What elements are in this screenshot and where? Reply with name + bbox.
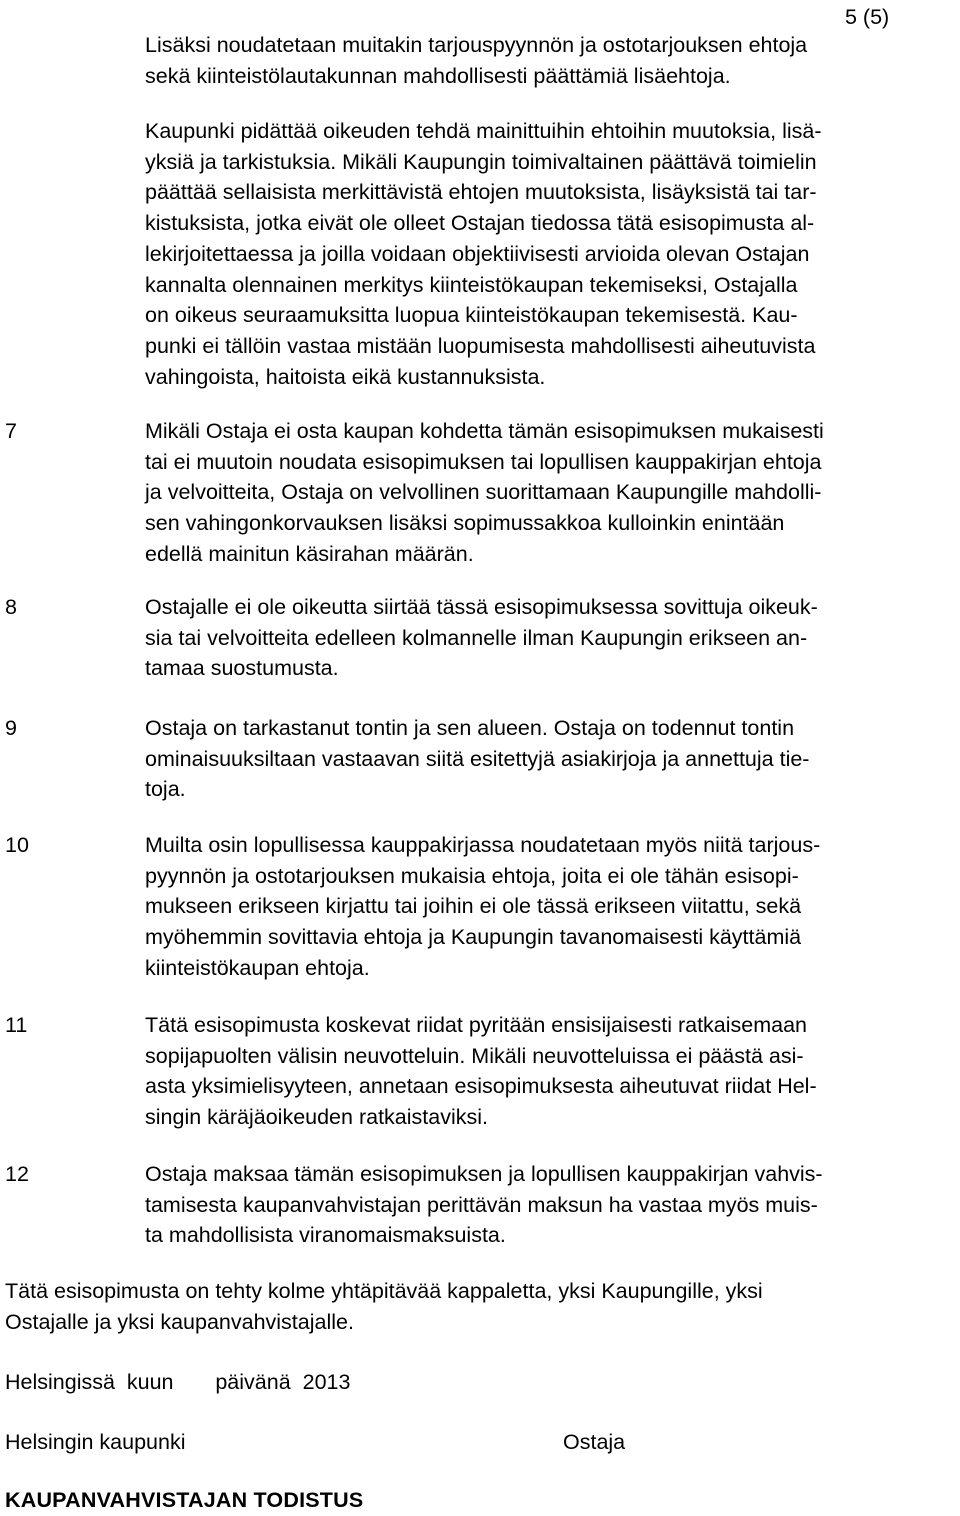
text-line: vahingoista, haitoista eikä kustannuksista. <box>145 364 546 389</box>
clause-number: 9 <box>5 716 17 740</box>
text-line: Kaupunki pidättää oikeuden tehdä mainittuihin ehtoihin muutoksia, lisä- <box>145 119 822 143</box>
clause-number: 8 <box>5 595 17 619</box>
text-line: Ostajalle ja yksi kaupanvahvistajalle. <box>5 1309 354 1334</box>
text-line: toja. <box>145 777 186 802</box>
text-line: tamaa suostumusta. <box>145 656 339 681</box>
clause-text <box>145 830 957 984</box>
date-month-word: kuun <box>126 1370 174 1394</box>
copies-statement <box>5 1276 950 1337</box>
text-line: kiinteistökaupan ehtoja. <box>145 955 370 980</box>
text-line: tamisesta kaupanvahvistajan perittävän maksun ha vastaa myös muis- <box>145 1192 818 1217</box>
text-line: sia tai velvoitteita edelleen kolmannelle ilman Kaupungin erikseen an- <box>145 625 808 650</box>
clause-number: 7 <box>5 419 17 443</box>
text-line: lekirjoitettaessa ja joilla voidaan objektiivisesti arvioida olevan Ostajan <box>145 241 810 266</box>
intro-paragraph-2 <box>145 116 955 392</box>
text-line: päättää sellaisista merkittävistä ehtojen muutoksista, lisäyksistä tai tar- <box>145 180 817 205</box>
text-line: sekä kiinteistölautakunnan mahdollisesti päättämiä lisäehtoja. <box>145 63 731 88</box>
clause-text <box>145 592 957 684</box>
clause-text <box>145 1159 957 1251</box>
text-line: yksiä ja tarkistuksia. Mikäli Kaupungin toimivaltainen päättävä toimielin <box>145 149 817 174</box>
clause-number: 12 <box>5 1162 29 1186</box>
text-line: ominaisuuksiltaan vastaavan siitä esitettyjä asiakirjoja ja annettuja tie- <box>145 746 810 771</box>
clause-text <box>145 713 957 805</box>
signatory-city: Helsingin kaupunki <box>5 1430 186 1454</box>
date-place: Helsingissä <box>5 1370 115 1394</box>
text-line: punki ei tällöin vastaa mistään luopumisesta mahdollisesti aiheutuvista <box>145 333 816 358</box>
date-day-word: päivänä <box>215 1370 291 1394</box>
text-line: Tätä esisopimusta on tehty kolme yhtäpitävää kappaletta, yksi Kaupungille, yksi <box>5 1279 763 1303</box>
text-line: edellä mainitun käsirahan määrän. <box>145 541 474 566</box>
text-line: kannalta olennainen merkitys kiinteistökaupan tekemiseksi, Ostajalla <box>145 272 798 297</box>
text-line: Ostaja on tarkastanut tontin ja sen alueen. Ostaja on todennut tontin <box>145 716 795 740</box>
date-year: 2013 <box>302 1370 351 1394</box>
text-line: Lisäksi noudatetaan muitakin tarjouspyynnön ja ostotarjouksen ehtoja <box>145 33 808 57</box>
text-line: ja velvoitteita, Ostaja on velvollinen suorittamaan Kaupungille mahdolli- <box>145 480 822 505</box>
text-line: Ostajalle ei ole oikeutta siirtää tässä esisopimuksessa sovittuja oikeuk- <box>145 595 818 619</box>
clause-number: 11 <box>5 1013 28 1037</box>
text-line: mukseen erikseen kirjattu tai joihin ei ole tässä erikseen viitattu, sekä <box>145 894 802 919</box>
text-line: on oikeus seuraamuksitta luopua kiinteistökaupan tekemisestä. Kau- <box>145 303 798 328</box>
text-line: myöhemmin sovittavia ehtoja ja Kaupungin tavanomaisesti käyttämiä <box>145 925 802 950</box>
text-line: pyynnön ja ostotarjouksen mukaisia ehtoja, joita ei ole tähän esisopi- <box>145 863 799 888</box>
text-line: ta mahdollisista viranomaismaksuista. <box>145 1223 506 1248</box>
text-line: kistuksista, jotka eivät ole olleet Ostajan tiedossa tätä esisopimusta al- <box>145 211 815 236</box>
signatory-buyer: Ostaja <box>563 1430 626 1454</box>
text-line: tai ei muutoin noudata esisopimuksen tai lopullisen kauppakirjan ehtoja <box>145 449 822 474</box>
text-line: Mikäli Ostaja ei osta kaupan kohdetta tämän esisopimuksen mukaisesti <box>145 419 824 443</box>
date-line <box>5 1367 350 1398</box>
text-line: sopijapuolten välisin neuvotteluin. Mikäli neuvotteluissa ei päästä asi- <box>145 1043 804 1068</box>
text-line: singin käräjäoikeuden ratkaistaviksi. <box>145 1105 488 1130</box>
clause-text <box>145 1010 957 1133</box>
text-line: Muilta osin lopullisessa kauppakirjassa noudatetaan myös niitä tarjous- <box>145 833 821 857</box>
page-number: 5 (5) <box>845 5 890 29</box>
text-line: asta yksimielisyyteen, annetaan esisopimuksesta aiheutuvat riidat Hel- <box>145 1074 817 1099</box>
certificate-heading: KAUPANVAHVISTAJAN TODISTUS <box>5 1488 364 1512</box>
intro-paragraph-1 <box>145 30 955 91</box>
clause-number: 10 <box>5 833 29 857</box>
clause-text <box>145 416 957 570</box>
text-line: Ostaja maksaa tämän esisopimuksen ja lopullisen kauppakirjan vahvis- <box>145 1162 823 1186</box>
text-line: Tätä esisopimusta koskevat riidat pyritään ensisijaisesti ratkaisemaan <box>145 1013 808 1037</box>
text-line: sen vahingonkorvauksen lisäksi sopimussakkoa kulloinkin enintään <box>145 511 785 536</box>
